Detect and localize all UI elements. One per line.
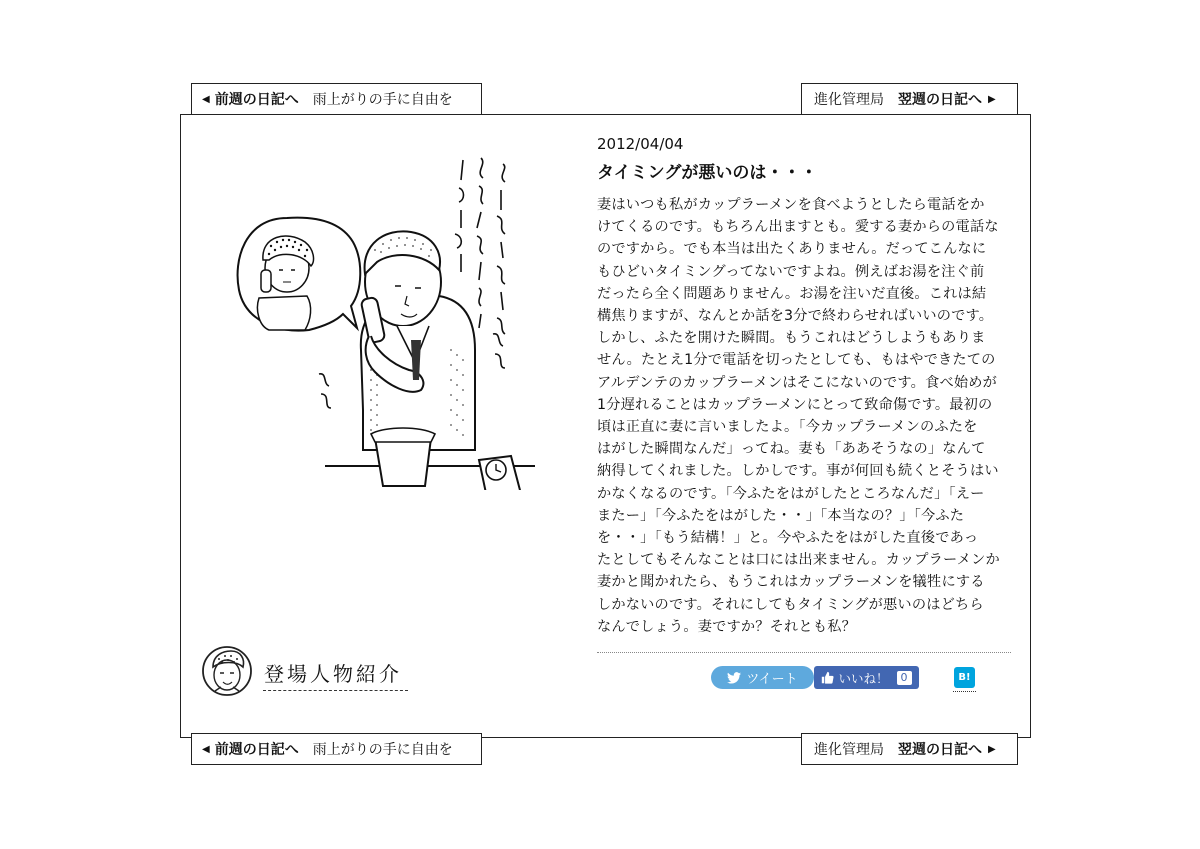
body-line: たとしてもそんなことは口には出来ません。カップラーメンか: [597, 552, 1000, 569]
like-count: 0: [897, 671, 912, 685]
character-face-icon: [201, 645, 253, 697]
arrow-right-icon: ▶: [988, 93, 996, 105]
share-divider: [597, 652, 1011, 653]
body-line: もひどいタイミングってないですよね。例えばお湯を注ぐ前: [597, 263, 985, 280]
body-line: 納得してくれました。しかしです。事が何回も続くとそうはい: [597, 463, 999, 480]
next-week-title[interactable]: 進化管理局: [814, 92, 884, 108]
arrow-right-icon: ▶: [988, 743, 996, 755]
body-line: 妻はいつも私がカップラーメンを食べようとしたら電話をか: [597, 197, 985, 213]
body-line: けてくるのです。もちろん出ますとも。愛する妻からの電話な: [597, 219, 999, 236]
body-line: を・・」「もう結構！」と。今やふたをはがした直後であっ: [597, 530, 979, 547]
body-line: 構焦りますが、なんとか話を3分で終わらせればいいのです。: [597, 308, 994, 325]
prev-week-link[interactable]: 前週の日記へ: [214, 742, 299, 758]
prev-week-title[interactable]: 雨上がりの手に自由を: [312, 92, 453, 108]
body-line: 1分遅れることはカップラーメンにとって致命傷です。最初の: [597, 396, 993, 413]
wife-speech-bubble: [238, 218, 361, 331]
body-line: しかし、ふたを開けた瞬間。もうこれはどうしようもありま: [597, 330, 986, 347]
hatena-bookmark-button[interactable]: B!: [954, 667, 975, 688]
entry-title: タイミングが悪いのは・・・: [597, 163, 818, 183]
body-line: かなくなるのです。「今ふたをはがしたところなんだ」「えー: [597, 485, 985, 502]
body-line: またー」「今ふたをはがした・・」「本当なの？」「今ふた: [597, 507, 965, 524]
character-intro-link[interactable]: [201, 645, 411, 695]
body-line: せん。たとえ1分で電話を切ったとしても、もはやできたての: [597, 352, 996, 369]
character-intro-underline: [263, 690, 408, 691]
prev-week-title[interactable]: 雨上がりの手に自由を: [312, 742, 453, 758]
like-label: いいね！: [838, 670, 889, 686]
arrow-left-icon: ◀: [202, 743, 210, 755]
tweet-label: ツイート: [746, 672, 798, 687]
twitter-bird-icon: [727, 672, 741, 684]
tweet-button[interactable]: [711, 666, 814, 689]
prev-week-link[interactable]: 前週の日記へ: [214, 92, 299, 108]
body-line: だったら全く問題ありません。お湯を注いだ直後。これは結: [597, 285, 987, 302]
body-line: はがした瞬間なんだ」ってね。妻も「ああそうなの」なんて: [597, 441, 986, 458]
next-week-link[interactable]: 翌週の日記へ: [898, 742, 982, 758]
body-line: アルデンテのカップラーメンはそこにないのです。食べ始めが: [597, 374, 998, 391]
hatena-count-underline: [953, 691, 976, 692]
body-line: なんでしょう。妻ですか？それとも私？: [597, 618, 856, 635]
like-button[interactable]: [814, 666, 919, 689]
next-week-tab[interactable]: [801, 83, 1018, 115]
next-week-link[interactable]: 翌週の日記へ: [898, 92, 982, 108]
prev-week-tab[interactable]: [191, 83, 482, 115]
entry-date: 2012/04/04: [597, 135, 684, 153]
body-line: 頃は正直に妻に言いましたよ。「今カップラーメンのふたを: [597, 419, 978, 436]
entry-body: [597, 194, 1015, 638]
arrow-left-icon: ◀: [202, 93, 210, 105]
next-week-tab-bottom[interactable]: [801, 733, 1018, 765]
thumbs-up-icon: [821, 671, 834, 684]
next-week-title[interactable]: 進化管理局: [814, 742, 884, 758]
body-line: しかないのです。それにしてもタイミングが悪いのはどちら: [597, 596, 984, 613]
character-intro-label[interactable]: 登場人物紹介: [264, 662, 402, 686]
body-line: のですから。でも本当は出たくありません。だってこんなに: [597, 241, 987, 258]
body-line: 妻かと聞かれたら、もうこれはカップラーメンを犠牲にする: [597, 574, 985, 591]
diary-illustration: [225, 150, 545, 490]
prev-week-tab-bottom[interactable]: [191, 733, 482, 765]
